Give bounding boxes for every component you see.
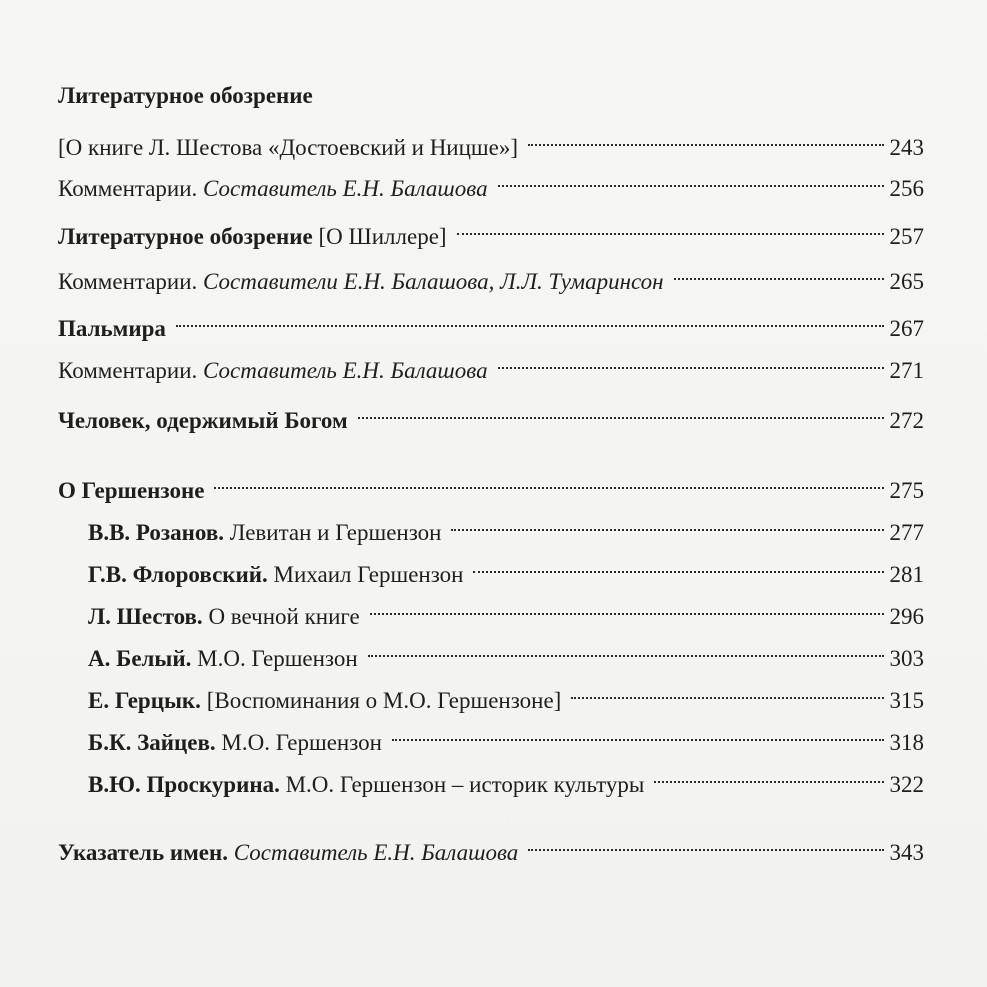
entry-title-italic: Составитель Е.Н. Балашова <box>233 840 519 865</box>
dot-leader <box>358 392 884 428</box>
toc-entry <box>58 208 924 249</box>
toc-entry <box>58 342 924 383</box>
entry-title-bold: Пальмира <box>58 316 166 341</box>
entry-title: Комментарии. <box>58 358 204 383</box>
entry-title: [Воспоминания о М.О. Гершензоне] <box>200 688 562 713</box>
page-number: 267 <box>889 316 924 341</box>
toc-sub-entry <box>88 672 924 713</box>
dot-leader <box>498 342 884 378</box>
dot-leader <box>368 630 884 666</box>
page-number: 315 <box>889 688 924 713</box>
entry-author: А. Белый. <box>88 646 192 671</box>
entry-title: М.О. Гершензон <box>191 646 358 671</box>
toc-entry <box>58 300 924 341</box>
entry-title-italic: Составители Е.Н. Балашова, Л.Л. Тумаринсон <box>203 269 664 294</box>
toc-entry <box>58 462 924 503</box>
page-number: 296 <box>889 604 924 629</box>
page-number: 265 <box>889 269 924 294</box>
dot-leader <box>451 504 883 540</box>
page-number: 277 <box>889 520 924 545</box>
toc-entry <box>58 824 924 865</box>
entry-author: Е. Герцык. <box>88 688 201 713</box>
toc-sub-entry <box>88 588 924 629</box>
entry-title: М.О. Гершензон – историк культуры <box>279 772 645 797</box>
entry-title-bold: Литературное обозрение <box>58 83 313 108</box>
dot-leader <box>392 714 884 750</box>
page-number: 275 <box>889 478 924 503</box>
toc-entry <box>58 119 924 160</box>
toc-entry <box>58 160 924 201</box>
toc-entry <box>58 78 924 114</box>
entry-title-italic: Составитель Е.Н. Балашова <box>203 176 488 201</box>
page-number: 257 <box>889 224 924 249</box>
entry-title: Михаил Гершензон <box>267 562 464 587</box>
toc-sub-entry <box>88 630 924 671</box>
entry-title: О вечной книге <box>202 604 360 629</box>
entry-title: М.О. Гершензон <box>215 730 382 755</box>
dot-leader <box>528 119 884 155</box>
toc-sub-entry <box>88 756 924 797</box>
toc-entry <box>58 253 924 294</box>
page-number: 343 <box>889 840 924 865</box>
dot-leader <box>457 208 884 244</box>
dot-leader <box>571 672 883 708</box>
entry-author: В.Ю. Проскурина. <box>88 772 280 797</box>
dot-leader <box>528 824 883 860</box>
entry-author: Л. Шестов. <box>88 604 203 629</box>
entry-title: Комментарии. <box>58 176 204 201</box>
page-number: 271 <box>889 358 924 383</box>
toc-sub-entry <box>88 504 924 545</box>
entry-title: [О книге Л. Шестова «Достоевский и Ницше»] <box>58 135 518 160</box>
page-number: 256 <box>889 176 924 201</box>
entry-title: Комментарии. <box>58 269 204 294</box>
page-number: 322 <box>889 772 924 797</box>
page-number: 243 <box>889 135 924 160</box>
entry-title-bold: Указатель имен. <box>58 840 228 865</box>
dot-leader <box>654 756 883 792</box>
toc-sub-entry <box>88 714 924 755</box>
dot-leader <box>214 462 883 498</box>
toc-sub-entry <box>88 546 924 587</box>
dot-leader <box>176 300 884 336</box>
page-number: 272 <box>889 408 924 433</box>
page-number: 318 <box>889 730 924 755</box>
dot-leader <box>498 160 884 196</box>
toc-entry <box>58 392 924 433</box>
dot-leader <box>370 588 884 624</box>
entry-title-bold: О Гершензоне <box>58 478 205 503</box>
page-number: 281 <box>889 562 924 587</box>
dot-leader <box>674 253 884 289</box>
entry-title: Левитан и Гершензон <box>224 520 442 545</box>
dot-leader <box>473 546 883 582</box>
entry-title-bold: Человек, одержимый Богом <box>58 408 348 433</box>
entry-title: [О Шиллере] <box>312 224 447 249</box>
entry-author: Г.В. Флоровский. <box>88 562 268 587</box>
entry-author: В.В. Розанов. <box>88 520 225 545</box>
entry-title-bold: Литературное обозрение <box>58 224 313 249</box>
page-number: 303 <box>889 646 924 671</box>
entry-title-italic: Составитель Е.Н. Балашова <box>203 358 488 383</box>
entry-author: Б.К. Зайцев. <box>88 730 216 755</box>
